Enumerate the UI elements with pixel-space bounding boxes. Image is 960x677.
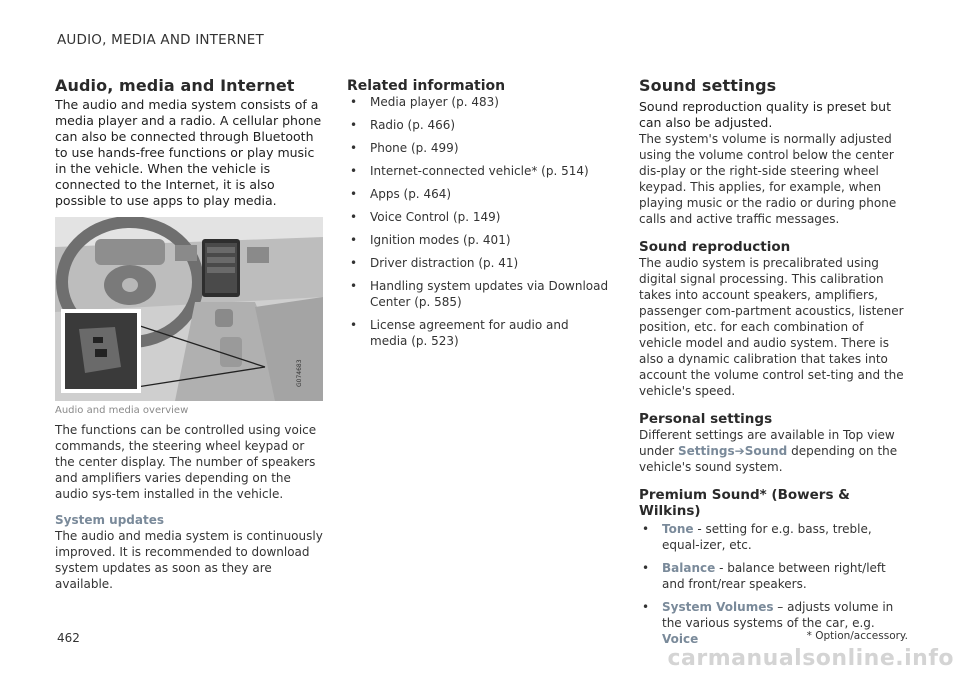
dashboard-figure xyxy=(55,217,323,401)
figure-caption: Audio and media overview xyxy=(55,405,189,416)
sound-reproduction-heading: Sound reproduction xyxy=(639,239,791,255)
list-item[interactable]: • Handling system updates via Download Center (p. 585) xyxy=(350,279,609,309)
footnote: * Option/accessory. xyxy=(806,630,908,642)
tone-link[interactable]: Tone xyxy=(662,522,694,536)
list-item[interactable]: • License agreement for audio and media (p. 523) xyxy=(350,318,569,348)
section-heading: Audio, media and Internet xyxy=(55,76,295,95)
system-updates-heading: System updates xyxy=(55,513,165,527)
list-item: • System Volumes – adjusts volume in the various systems of the car, e.g. Voice xyxy=(642,600,894,646)
body-paragraph: The functions can be controlled using voice commands, the steering wheel keypad or the center display. The number of speakers and amplifiers varies depending on the audio sys-tem installed in the vehicle. xyxy=(55,423,317,501)
column-left xyxy=(55,76,323,592)
balance-link[interactable]: Balance xyxy=(662,561,716,575)
page-number: 462 xyxy=(57,631,80,645)
car-interior-illustration xyxy=(55,217,323,401)
settings-link[interactable]: Settings xyxy=(677,444,735,458)
related-info-heading: Related information xyxy=(347,78,506,94)
list-item[interactable]: • Internet-connected vehicle* (p. 514) xyxy=(350,164,589,178)
list-item[interactable]: • Media player (p. 483) xyxy=(350,95,499,109)
premium-sound-list xyxy=(639,521,909,647)
sound-link[interactable]: Sound xyxy=(744,444,788,458)
volume-paragraph: The system's volume is normally adjusted using the volume control below the center dis-play or the right-side steering wheel keypad. This applies, for example, when playing music or the radio or during phone calls and active traffic messages. xyxy=(639,132,897,226)
sound-settings-lead: Sound reproduction quality is preset but can also be adjusted. xyxy=(639,99,892,130)
figure-code: G074683 xyxy=(296,359,303,387)
related-info-list xyxy=(347,94,609,349)
list-item[interactable]: • Ignition modes (p. 401) xyxy=(350,233,511,247)
list-item[interactable]: • Radio (p. 466) xyxy=(350,118,456,132)
sound-reproduction-paragraph: The audio system is precalibrated using digital signal processing. This calibration takes into account speakers, amplifiers, passenger com-partment acoustics, listener position, etc. for each combination of vehicle model and audio system. There is also a dynamic calibration that takes into account the volume control set-ting and the vehicle's speed. xyxy=(639,256,904,398)
column-middle xyxy=(347,78,609,356)
intro-paragraph: The audio and media system consists of a media player and a radio. A cellular phone can also be connected through Bluetooth to use hands-free functions or play music in the vehicle. When the vehicle is connected to the Internet, it is also possible to use apps to play media. xyxy=(55,97,322,208)
list-item: • Tone - setting for e.g. bass, treble, equal-izer, etc. xyxy=(642,522,872,552)
watermark: carmanualsonline.info xyxy=(667,646,954,671)
list-item[interactable]: • Phone (p. 499) xyxy=(350,141,459,155)
list-item[interactable]: • Apps (p. 464) xyxy=(350,187,452,201)
arrow-icon: ➔ xyxy=(734,444,745,458)
list-item[interactable]: • Voice Control (p. 149) xyxy=(350,210,501,224)
premium-sound-heading: Premium Sound* (Bowers & Wilkins) xyxy=(639,487,850,519)
sound-settings-heading: Sound settings xyxy=(639,76,777,95)
running-header: AUDIO, MEDIA AND INTERNET xyxy=(57,32,264,48)
column-right xyxy=(639,76,909,654)
list-item: • Balance - balance between right/left and front/rear speakers. xyxy=(642,561,886,591)
personal-settings-heading: Personal settings xyxy=(639,411,773,427)
personal-settings-paragraph: Different settings are available in Top view under Settings➔Sound depending on the vehicle's sound system. xyxy=(639,428,898,474)
system-volumes-link[interactable]: System Volumes xyxy=(662,600,774,614)
voice-link[interactable]: Voice xyxy=(662,632,699,646)
list-item[interactable]: • Driver distraction (p. 41) xyxy=(350,256,519,270)
system-updates-paragraph: The audio and media system is continuously improved. It is recommended to download system updates as soon as they are available. xyxy=(55,529,323,591)
